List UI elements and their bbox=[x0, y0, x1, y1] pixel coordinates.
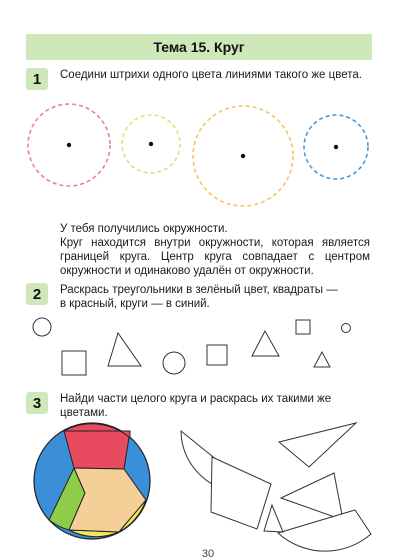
task-2-instruction-line-1: Раскрась треугольники в зелёный цвет, квадраты — bbox=[60, 284, 338, 296]
loose-piece-triangle[interactable] bbox=[281, 473, 343, 520]
topic-title: Тема 15. Круг bbox=[153, 39, 245, 55]
task-2-number: 2 bbox=[26, 283, 48, 305]
task-3-instruction-line-2: цветами. bbox=[60, 407, 108, 419]
loose-piece-triangle-small[interactable] bbox=[264, 505, 283, 532]
loose-piece-triangle-segment[interactable] bbox=[279, 423, 356, 467]
task-1-note-intro: У тебя получились окружности. bbox=[60, 223, 228, 235]
task-3-instruction-line-1: Найди части целого круга и раскрась их такими же bbox=[60, 393, 332, 405]
task-1-note-definition: Круг находится внутри окружности, которая является границей круга. Центр круга совпадает с центром окружности и одинаково удалён от окружности. bbox=[60, 237, 370, 277]
loose-piece-quadrilateral[interactable] bbox=[211, 457, 271, 529]
task-1-number: 1 bbox=[26, 68, 48, 90]
page-number: 30 bbox=[201, 548, 215, 560]
task-1-instruction: Соедини штрихи одного цвета линиями такого же цвета. bbox=[60, 69, 362, 81]
loose-piece-arc-segment[interactable] bbox=[278, 510, 371, 551]
task-3-number: 3 bbox=[26, 392, 48, 414]
task-2-instruction-line-2: в красный, круги — в синий. bbox=[60, 298, 210, 310]
whole-circle-red-part bbox=[64, 431, 130, 469]
